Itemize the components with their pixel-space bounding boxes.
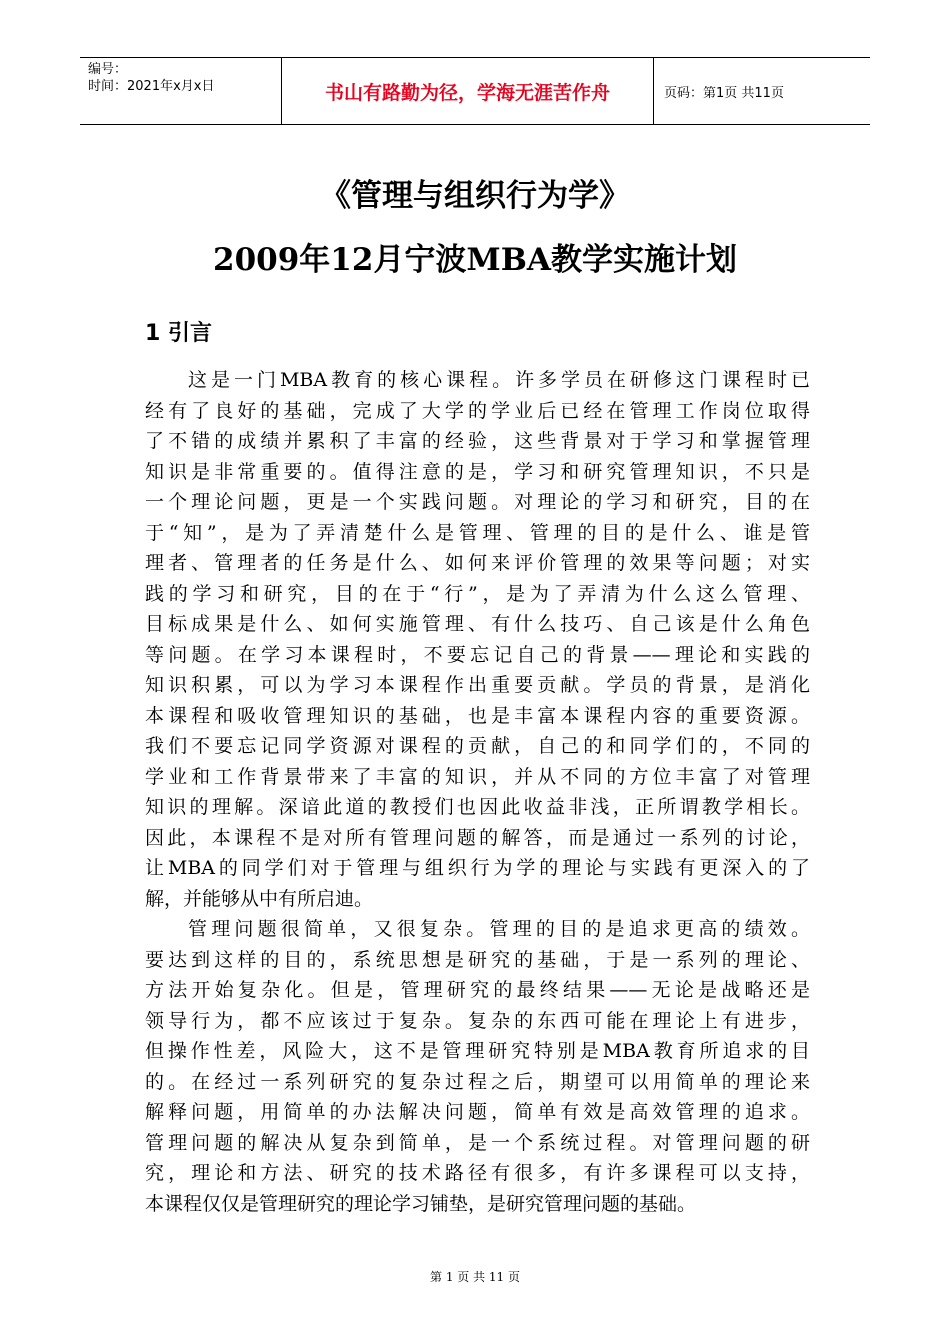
text-line: 解，并能够从中有所启迪。: [145, 887, 374, 910]
text-line: 了不错的成绩并累积了丰富的经验，这些背景对于学习和掌握管理: [145, 430, 810, 452]
header-meta: [80, 58, 282, 124]
text-line: 一个理论问题，更是一个实践问题。对理论的学习和研究，目的在: [145, 491, 810, 513]
text-line: 经有了良好的基础，完成了大学的学业后已经在管理工作岗位取得: [145, 399, 810, 422]
text-line: 知识的理解。深谙此道的教授们也因此收益非浅，正所谓教学相长。: [145, 796, 810, 818]
text-line: 但操作性差，风险大，这不是管理研究特别是MBA教育所追求的目: [145, 1040, 810, 1062]
text-line: 知识积累，可以为学习本课程作出重要贡献。学员的背景，是消化: [145, 674, 810, 696]
text-line: 究，理论和方法、研究的技术路径有很多，有许多课程可以支持，: [145, 1162, 810, 1184]
text-line: 要达到这样的目的，系统思想是研究的基础，于是一系列的理论、: [145, 948, 810, 971]
page-header: [80, 57, 870, 125]
document-number-label: 编号：: [88, 62, 128, 77]
text-line: 于“知”，是为了弄清楚什么是管理、管理的目的是什么、谁是管: [145, 521, 810, 544]
text-line: 管理问题的解决从复杂到简单，是一个系统过程。对管理问题的研: [145, 1131, 810, 1154]
text-line: 目标成果是什么、如何实施管理、有什么技巧、自己该是什么角色: [145, 613, 810, 635]
document-title-line1: 《管理与组织行为学》: [320, 178, 630, 214]
text-line: 学业和工作背景带来了丰富的知识，并从不同的方位丰富了对管理: [145, 765, 810, 788]
header-page-info: 页码：第1页 共11页: [664, 85, 784, 101]
text-line: 本课程和吸收管理知识的基础，也是丰富本课程内容的重要资源。: [145, 704, 810, 727]
header-motto: 书山有路勤为径，学海无涯苦作舟: [282, 58, 654, 124]
text-line: 践的学习和研究，目的在于“行”，是为了弄清为什么这么管理、: [145, 582, 810, 605]
text-line: 我们不要忘记同学资源对课程的贡献，自己的和同学们的，不同的: [145, 735, 810, 757]
text-line: 本课程仅仅是管理研究的理论学习铺垫，是研究管理问题的基础。: [145, 1192, 697, 1215]
text-line: 领导行为，都不应该过于复杂。复杂的东西可能在理论上有进步，: [145, 1009, 810, 1032]
text-line: 这是一门MBA教育的核心课程。许多学员在研修这门课程时已: [188, 369, 810, 391]
body-text: [145, 365, 810, 1219]
page-footer: 第 1 页 共 11 页: [430, 1270, 520, 1284]
text-line: 的。在经过一系列研究的复杂过程之后，期望可以用简单的理论来: [145, 1070, 810, 1093]
document-time-label: 时间：2021年x月x日: [88, 79, 215, 94]
section-heading: 1 引言: [145, 321, 212, 346]
text-line: 等问题。在学习本课程时，不要忘记自己的背景——理论和实践的: [145, 643, 810, 666]
text-line: 让MBA的同学们对于管理与组织行为学的理论与实践有更深入的了: [145, 857, 810, 879]
text-line: 因此，本课程不是对所有管理问题的解答，而是通过一系列的讨论，: [145, 826, 810, 849]
text-line: 解释问题，用简单的办法解决问题，简单有效是高效管理的追求。: [145, 1101, 810, 1123]
text-line: 方法开始复杂化。但是，管理研究的最终结果——无论是战略还是: [145, 979, 810, 1001]
text-line: 管理问题很简单，又很复杂。管理的目的是追求更高的绩效。: [188, 918, 810, 940]
document-title-line2: 2009年12月宁波MBA教学实施计划: [213, 242, 737, 278]
text-line: 知识是非常重要的。值得注意的是，学习和研究管理知识，不只是: [145, 460, 810, 483]
text-line: 理者、管理者的任务是什么、如何来评价管理的效果等问题；对实: [145, 552, 810, 574]
